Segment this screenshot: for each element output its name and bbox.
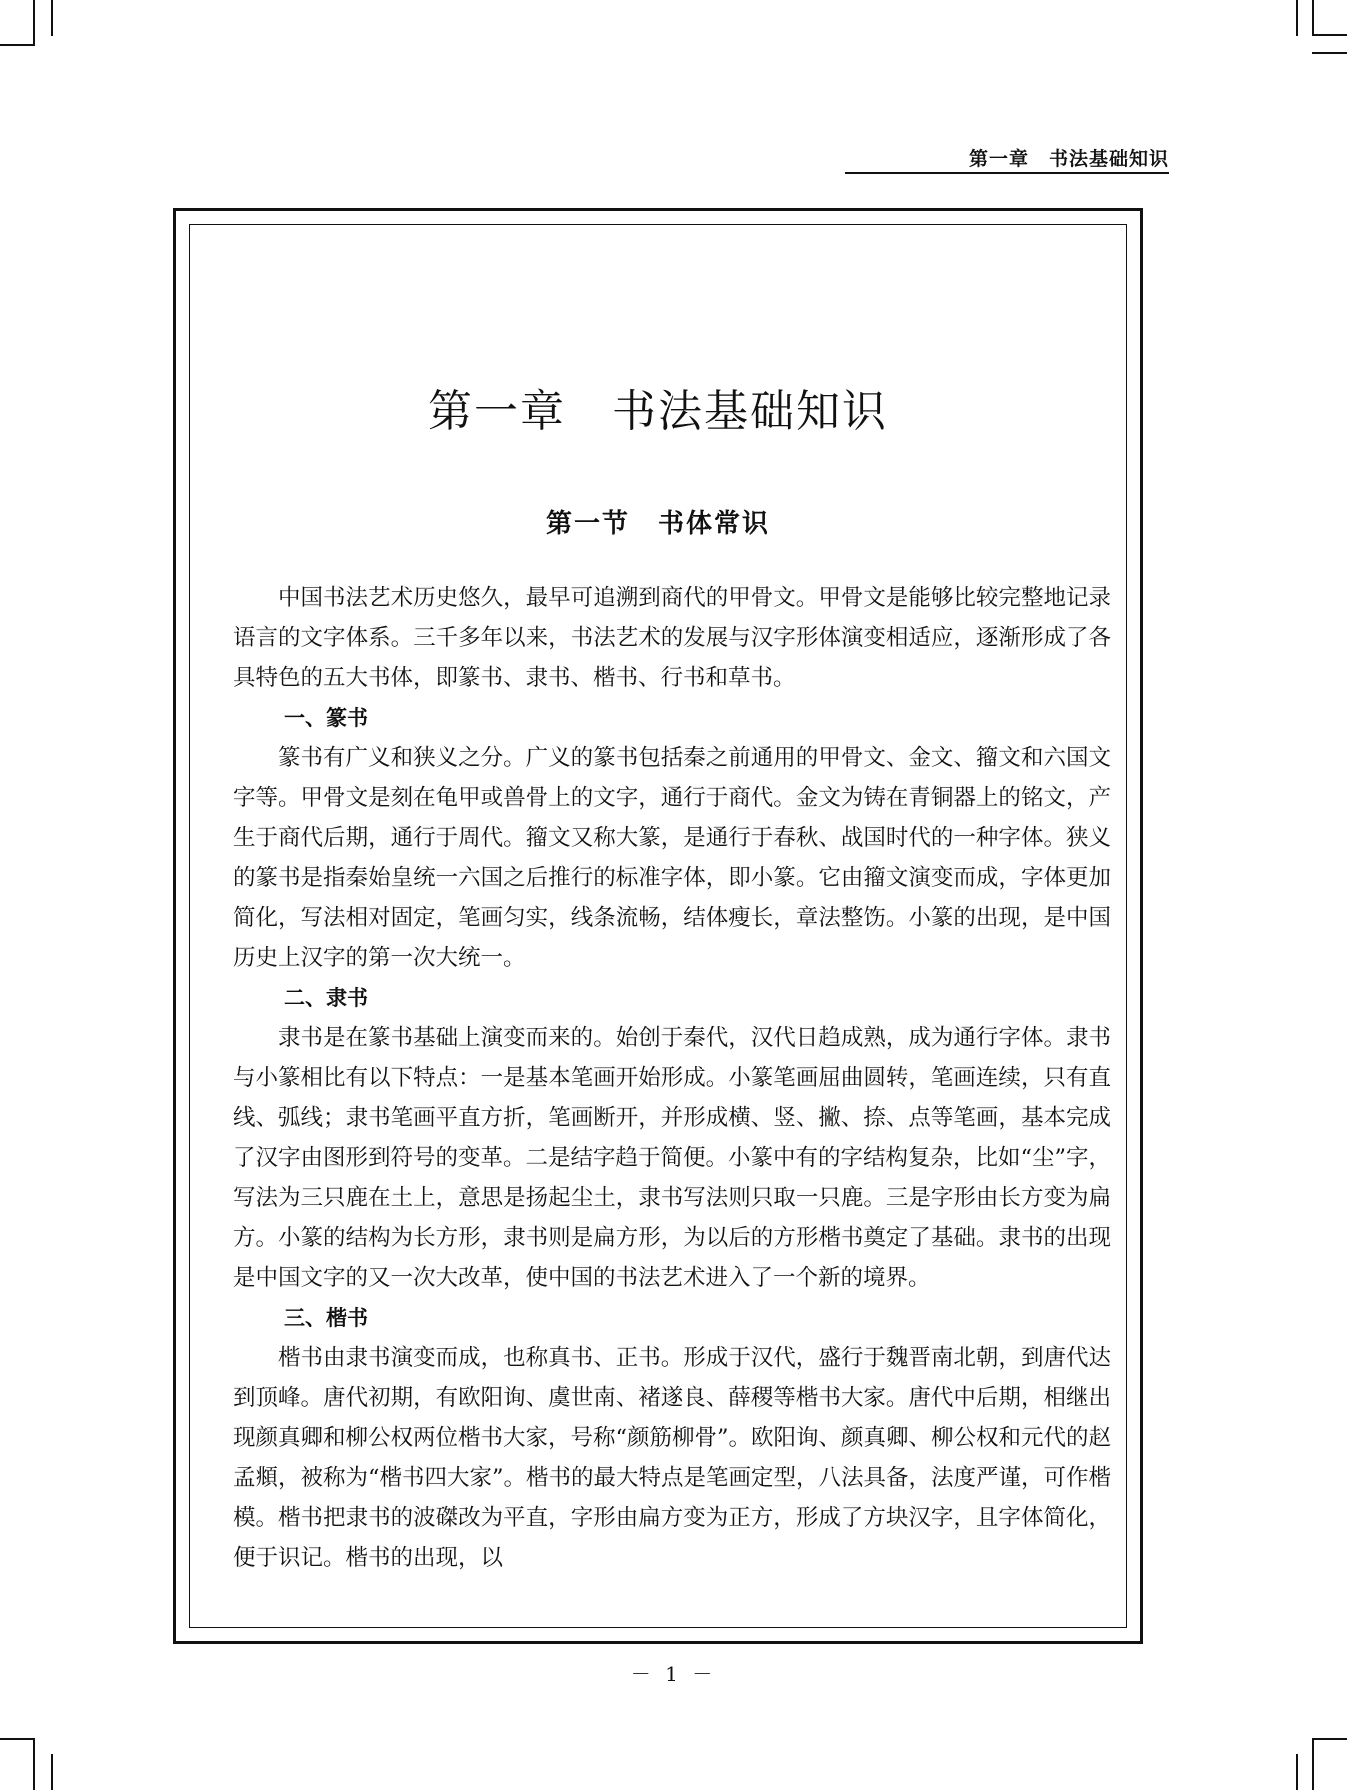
running-header: [845, 144, 1169, 174]
intro-paragraph: 中国书法艺术历史悠久，最早可追溯到商代的甲骨文。甲骨文是能够比较完整地记录语言的文字体系。三千多年以来，书法艺术的发展与汉字形体演变相适应，逐渐形成了各具特色的五大书体，即篆书、隶书、楷书、行书和草书。: [233, 585, 1111, 691]
paragraph-clerical-script: 隶书是在篆书基础上演变而来的。始创于秦代，汉代日趋成熟，成为通行字体。隶书与小篆相比有以下特点：一是基本笔画开始形成。小篆笔画屈曲圆转，笔画连续，只有直线、弧线；隶书笔画平直方折，笔画断开，并形成横、竖、撇、捺、点等笔画，基本完成了汉字由图形到符号的变革。二是结字趋于简便。小篆中有的字结构复杂，比如“尘”字，写法为三只鹿在土上，意思是扬起尘土，隶书写法则只取一只鹿。三是字形由长方变为扁方。小篆的结构为长方形，隶书则是扁方形，为以后的方形楷书奠定了基础。隶书的出现是中国文字的又一次大改革，使中国的书法艺术进入了一个新的境界。: [233, 1025, 1112, 1291]
running-header-text: 第一章 书法基础知识: [968, 148, 1169, 170]
crop-mark: [51, 0, 53, 36]
crop-mark: [33, 0, 35, 46]
page-frame-inner: [189, 224, 1127, 1628]
crop-mark: [0, 1738, 33, 1740]
crop-mark: [1312, 34, 1347, 36]
running-header-rule: [845, 172, 1169, 174]
crop-mark: [51, 1754, 53, 1790]
subheading-clerical-script: 二、隶书: [284, 986, 368, 1010]
body-text: [233, 578, 1111, 1578]
crop-mark: [1312, 0, 1314, 36]
crop-mark: [33, 1738, 35, 1790]
page-frame: [173, 208, 1143, 1644]
subheading-seal-script: 一、篆书: [284, 706, 368, 730]
subheading-regular-script: 三、楷书: [284, 1306, 368, 1330]
crop-mark: [1296, 1754, 1298, 1790]
crop-mark: [0, 44, 33, 46]
page-number: － 1 －: [630, 1662, 717, 1686]
crop-mark: [1312, 52, 1347, 54]
crop-mark: [1312, 1738, 1347, 1740]
section-title: 第一节 书体常识: [545, 509, 770, 539]
chapter-title: 第一章 书法基础知识: [428, 386, 888, 437]
paragraph-regular-script: 楷书由隶书演变而成，也称真书、正书。形成于汉代，盛行于魏晋南北朝，到唐代达到顶峰。唐代初期，有欧阳询、虞世南、褚遂良、薛稷等楷书大家。唐代中后期，相继出现颜真卿和柳公权两位楷书大家，号称“颜筋柳骨”。欧阳询、颜真卿、柳公权和元代的赵孟頫，被称为“楷书四大家”。楷书的最大特点是笔画定型，八法具备，法度严谨，可作楷模。楷书把隶书的波磔改为平直，字形由扁方变为正方，形成了方块汉字，且字体简化，便于识记。楷书的出现，以: [233, 1345, 1112, 1571]
crop-mark: [1296, 0, 1298, 36]
crop-mark: [1312, 1738, 1314, 1790]
paragraph-seal-script: 篆书有广义和狭义之分。广义的篆书包括秦之前通用的甲骨文、金文、籀文和六国文字等。甲骨文是刻在龟甲或兽骨上的文字，通行于商代。金文为铸在青铜器上的铭文，产生于商代后期，通行于周代。籀文又称大篆，是通行于春秋、战国时代的一种字体。狭义的篆书是指秦始皇统一六国之后推行的标准字体，即小篆。它由籀文演变而成，字体更加简化，写法相对固定，笔画匀实，线条流畅，结体瘦长，章法整饬。小篆的出现，是中国历史上汉字的第一次大统一。: [233, 745, 1111, 971]
